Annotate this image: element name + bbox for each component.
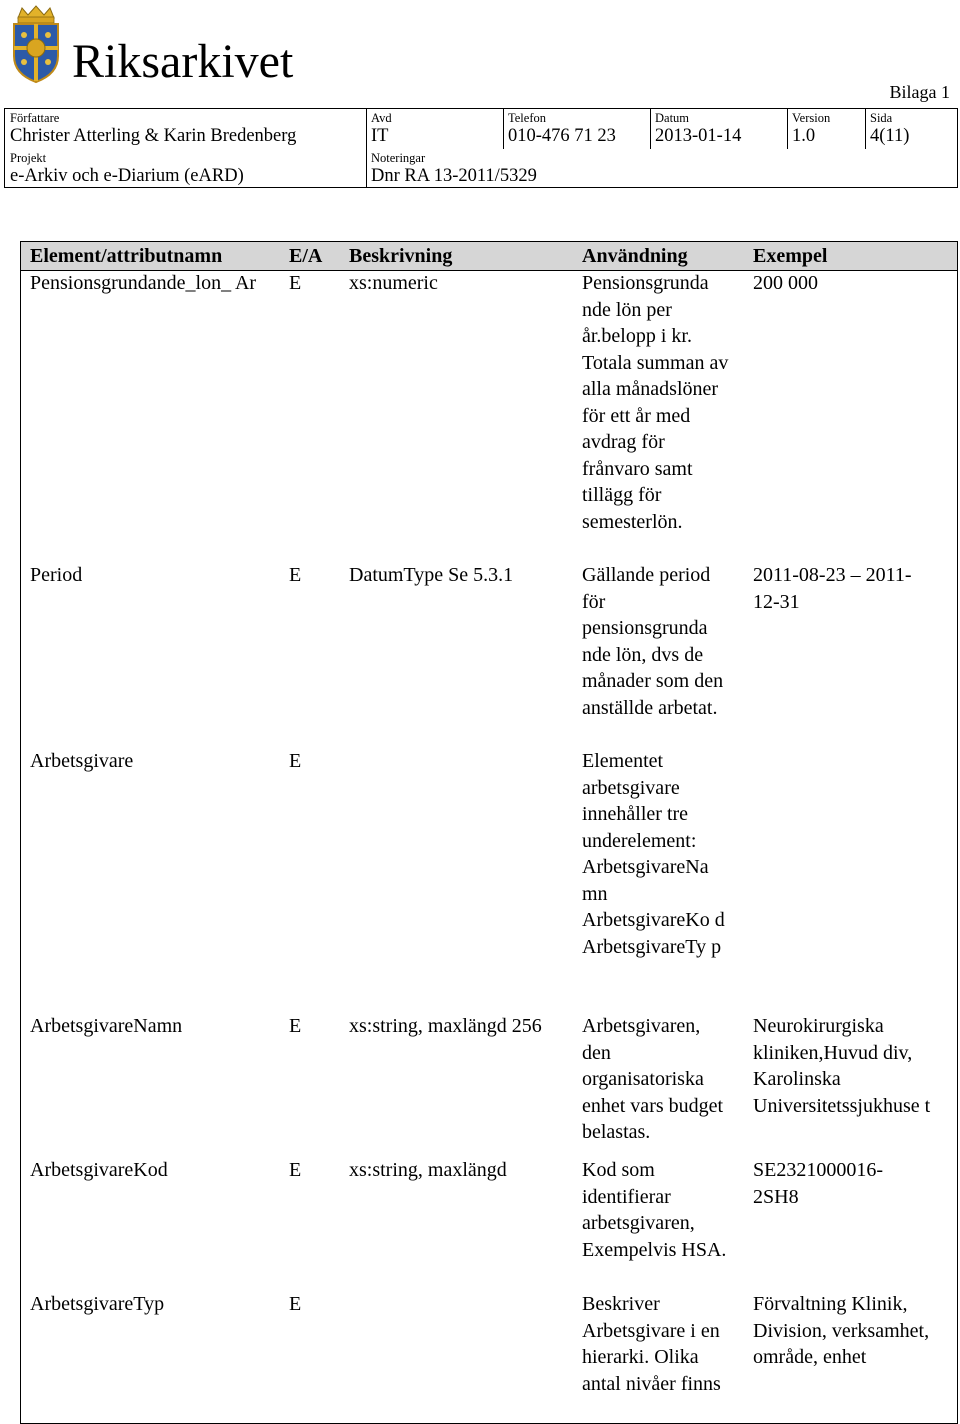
riksarkivet-logo [8, 4, 308, 88]
table-cell-example: Förvaltning Klinik, Division, verksamhet, område, enhet [753, 1293, 930, 1368]
table-cell-name: Pensionsgrundande_lon_ Ar [30, 272, 257, 294]
table-cell-name: ArbetsgivareTyp [30, 1293, 165, 1315]
table-cell-name: Arbetsgivare [30, 750, 134, 772]
date-value: 2013-01-14 [655, 126, 742, 146]
table-cell-usage: Gällande period för pensionsgrunda nde lön, dvs de månader som den anställde arbetat. [582, 564, 724, 719]
table-header-row [21, 242, 957, 271]
notes-label: Noteringar [371, 151, 426, 165]
project-label: Projekt [10, 151, 47, 165]
version-label: Version [792, 111, 831, 125]
phone-value: 010-476 71 23 [508, 126, 616, 146]
dept-label: Avd [371, 111, 392, 125]
column-header-usage: Användning [582, 245, 688, 267]
dept-value: IT [371, 126, 389, 146]
table-cell-usage: Kod som identifierar arbetsgivaren, Exempelvis HSA. [582, 1159, 727, 1261]
author-value: Christer Atterling & Karin Bredenberg [10, 126, 297, 146]
page-label: Sida [870, 111, 893, 125]
author-label: Författare [10, 111, 60, 125]
column-header-example: Exempel [753, 245, 828, 267]
table-cell-name: Period [30, 564, 83, 586]
table-cell-usage: Elementet arbetsgivare innehåller tre underelement: ArbetsgivareNa mn ArbetsgivareKo d ArbetsgivareTy p [582, 750, 725, 958]
table-cell-example: 2011-08-23 – 2011- 12-31 [753, 564, 912, 613]
date-label: Datum [655, 111, 690, 125]
version-value: 1.0 [792, 126, 816, 146]
table-cell-ea: E [289, 1293, 302, 1315]
table-cell-example: Neurokirurgiska kliniken,Huvud div, Karolinska Universitetssjukhuse t [753, 1015, 931, 1117]
table-cell-name: ArbetsgivareKod [30, 1159, 168, 1181]
table-cell-ea: E [289, 750, 302, 772]
table-cell-ea: E [289, 272, 302, 294]
table-cell-example: 200 000 [753, 272, 818, 294]
page-value: 4(11) [870, 126, 910, 146]
table-cell-name: ArbetsgivareNamn [30, 1015, 183, 1037]
table-cell-description: xs:numeric [349, 272, 438, 294]
phone-label: Telefon [508, 111, 546, 125]
project-value: e-Arkiv och e-Diarium (eARD) [10, 166, 244, 186]
table-cell-usage: Pensionsgrunda nde lön per år.belopp i kr. Totala summan av alla månadslöner för ett år med avdrag för frånvaro samt tillägg för semesterlön. [582, 272, 729, 533]
table-cell-description: xs:string, maxlängd 256 [349, 1015, 542, 1037]
table-cell-description: xs:string, maxlängd [349, 1159, 507, 1181]
coat-of-arms-icon [8, 4, 64, 84]
table-cell-ea: E [289, 564, 302, 586]
table-cell-usage: Beskriver Arbetsgivare i en hierarki. Olika antal nivåer finns [582, 1293, 721, 1395]
appendix-label: Bilaga 1 [889, 82, 950, 102]
table-cell-ea: E [289, 1159, 302, 1181]
brand-name: Riksarkivet [72, 35, 294, 88]
element-table [20, 241, 958, 1424]
column-header-description: Beskrivning [349, 245, 453, 267]
table-cell-usage: Arbetsgivaren, den organisatoriska enhet vars budget belastas. [582, 1015, 724, 1143]
table-cell-ea: E [289, 1015, 302, 1037]
notes-value: Dnr RA 13-2011/5329 [371, 166, 537, 186]
document-header-box [4, 108, 958, 188]
table-cell-description: DatumType Se 5.3.1 [349, 564, 514, 586]
table-cell-example: SE2321000016- 2SH8 [753, 1159, 883, 1208]
column-header-ea: E/A [289, 245, 323, 267]
column-header-name: Element/attributnamn [30, 245, 223, 267]
